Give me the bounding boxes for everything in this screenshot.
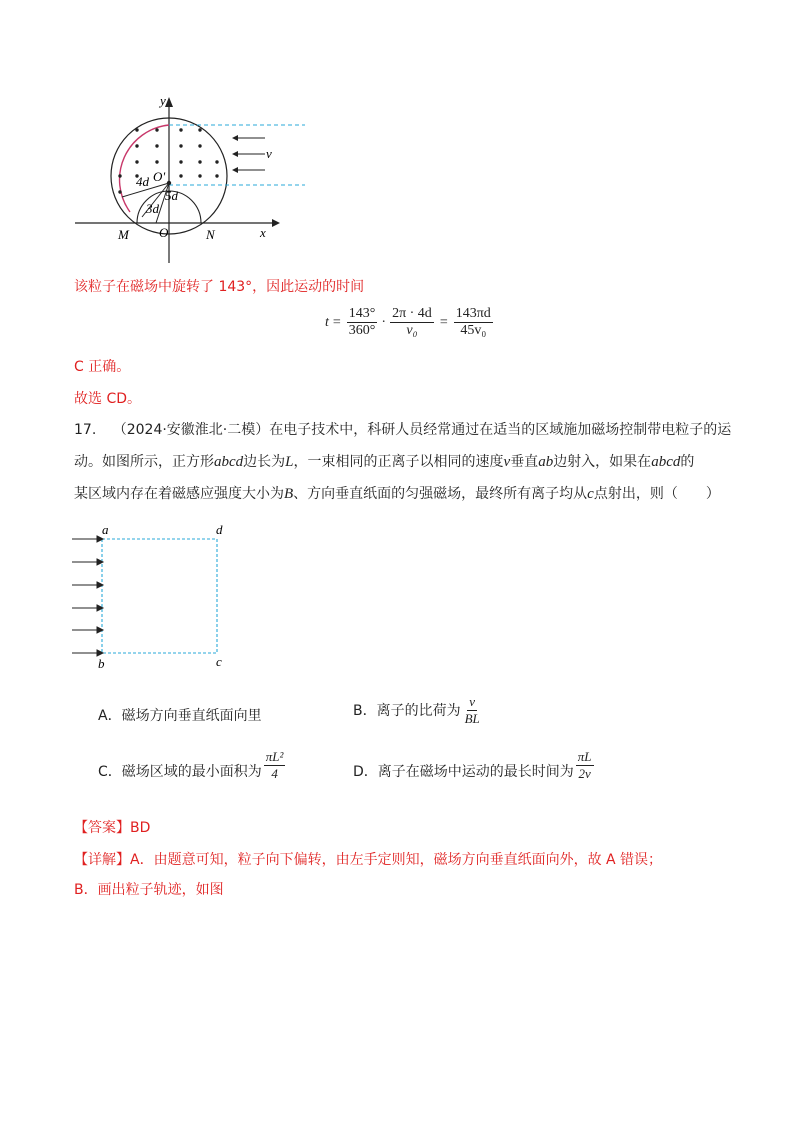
label-5d: 5d xyxy=(165,188,178,203)
q-text: 边射入，如果在 xyxy=(553,454,652,470)
option-d-frac xyxy=(576,749,594,782)
detail-text1: A．由题意可知，粒子向下偏转，由左手定则知，磁场方向垂直纸面向外，故 A 错误； xyxy=(130,852,663,868)
frac2-den: v₀ xyxy=(406,323,418,338)
question-line2 xyxy=(74,452,694,472)
question-line1 xyxy=(74,420,731,440)
option-c-frac xyxy=(264,749,286,782)
option-b-frac xyxy=(463,694,482,727)
option-c-label: C．磁场区域的最小面积为 xyxy=(98,764,262,780)
formula-frac3 xyxy=(454,306,493,339)
frac2-num: 2π · 4d xyxy=(392,306,432,321)
figure-circle-field xyxy=(60,85,320,270)
label-o-prime: O' xyxy=(153,169,166,184)
option-d-den: 2v xyxy=(578,765,591,781)
q-text: 的 xyxy=(680,454,695,470)
choose-answer: 故选 CD。 xyxy=(74,391,142,407)
formula-eq1: = xyxy=(332,314,341,330)
frac1-den: 360° xyxy=(348,323,376,338)
option-c[interactable] xyxy=(98,748,287,782)
formula-frac2 xyxy=(390,306,434,339)
label-y: y xyxy=(160,93,166,108)
q-ab: ab xyxy=(538,454,554,470)
frac3-den: 45v₀ xyxy=(460,323,487,338)
q-text: 动。如图所示，正方形 xyxy=(74,454,214,470)
figure-square xyxy=(68,518,238,670)
question-number: 17. xyxy=(74,422,97,438)
question-line3 xyxy=(74,484,720,504)
detail-tag: 【详解】 xyxy=(74,852,130,868)
q-c: c xyxy=(587,486,594,502)
frac1-num: 143° xyxy=(348,306,376,321)
q-text: 某区域内存在着磁感应强度大小为 xyxy=(74,486,284,502)
q-text: 点射出，则（ ） xyxy=(593,486,720,502)
q-text: ，一束相同的正离子以相同的速度 xyxy=(293,454,504,470)
time-formula xyxy=(325,306,495,339)
option-b-label: B．离子的比荷为 xyxy=(353,702,461,719)
c-correct: C 正确。 xyxy=(74,359,131,375)
detail-line2: B．画出粒子轨迹，如图 xyxy=(74,882,224,898)
q-B: B xyxy=(284,486,294,502)
formula-dot: · xyxy=(381,314,387,330)
label-x: x xyxy=(260,225,266,240)
label-d: d xyxy=(216,522,223,537)
option-b-num: v xyxy=(469,694,476,709)
label-o: O xyxy=(159,225,169,240)
formula-frac1 xyxy=(347,306,378,339)
question-text1: 在电子技术中，科研人员经常通过在适当的区域施加磁场控制带电粒子的运 xyxy=(269,422,732,438)
option-d-num: πL xyxy=(577,748,592,764)
option-b[interactable] xyxy=(353,694,484,727)
answer-line xyxy=(74,818,150,838)
solution-line1: 该粒子在磁场中旋转了 143°，因此运动的时间 xyxy=(74,279,365,295)
option-b-den: BL xyxy=(464,711,480,726)
label-m: M xyxy=(118,227,129,242)
label-n: N xyxy=(206,227,215,242)
q-text: 、方向垂直纸面的匀强磁场，最终所有离子均从 xyxy=(293,486,588,502)
answer-tag: 【答案】 xyxy=(74,820,130,836)
label-3d: 3d xyxy=(146,201,159,216)
label-c: c xyxy=(216,654,222,669)
label-v: v xyxy=(266,146,272,161)
option-c-num: πL² xyxy=(265,748,284,764)
label-4d: 4d xyxy=(136,174,149,189)
option-a[interactable]: A．磁场方向垂直纸面向里 xyxy=(98,708,262,724)
formula-eq2: = xyxy=(439,314,448,330)
label-a: a xyxy=(102,522,109,537)
detail-line1 xyxy=(74,850,662,870)
q-abcd: abcd xyxy=(214,454,244,470)
q-text: 边长为 xyxy=(243,454,286,470)
q-text: 垂直 xyxy=(510,454,539,470)
frac3-num: 143πd xyxy=(455,306,491,321)
question-source: （2024·安徽淮北·二模） xyxy=(112,422,270,438)
option-c-den: 4 xyxy=(271,765,278,781)
q-v: v xyxy=(503,454,511,470)
label-b: b xyxy=(98,656,105,670)
q-abcd2: abcd xyxy=(651,454,681,470)
q-L: L xyxy=(285,454,294,470)
option-d[interactable] xyxy=(353,748,596,782)
formula-t: t xyxy=(325,314,329,330)
answer-value: BD xyxy=(130,820,151,836)
option-d-label: D．离子在磁场中运动的最长时间为 xyxy=(353,764,574,780)
